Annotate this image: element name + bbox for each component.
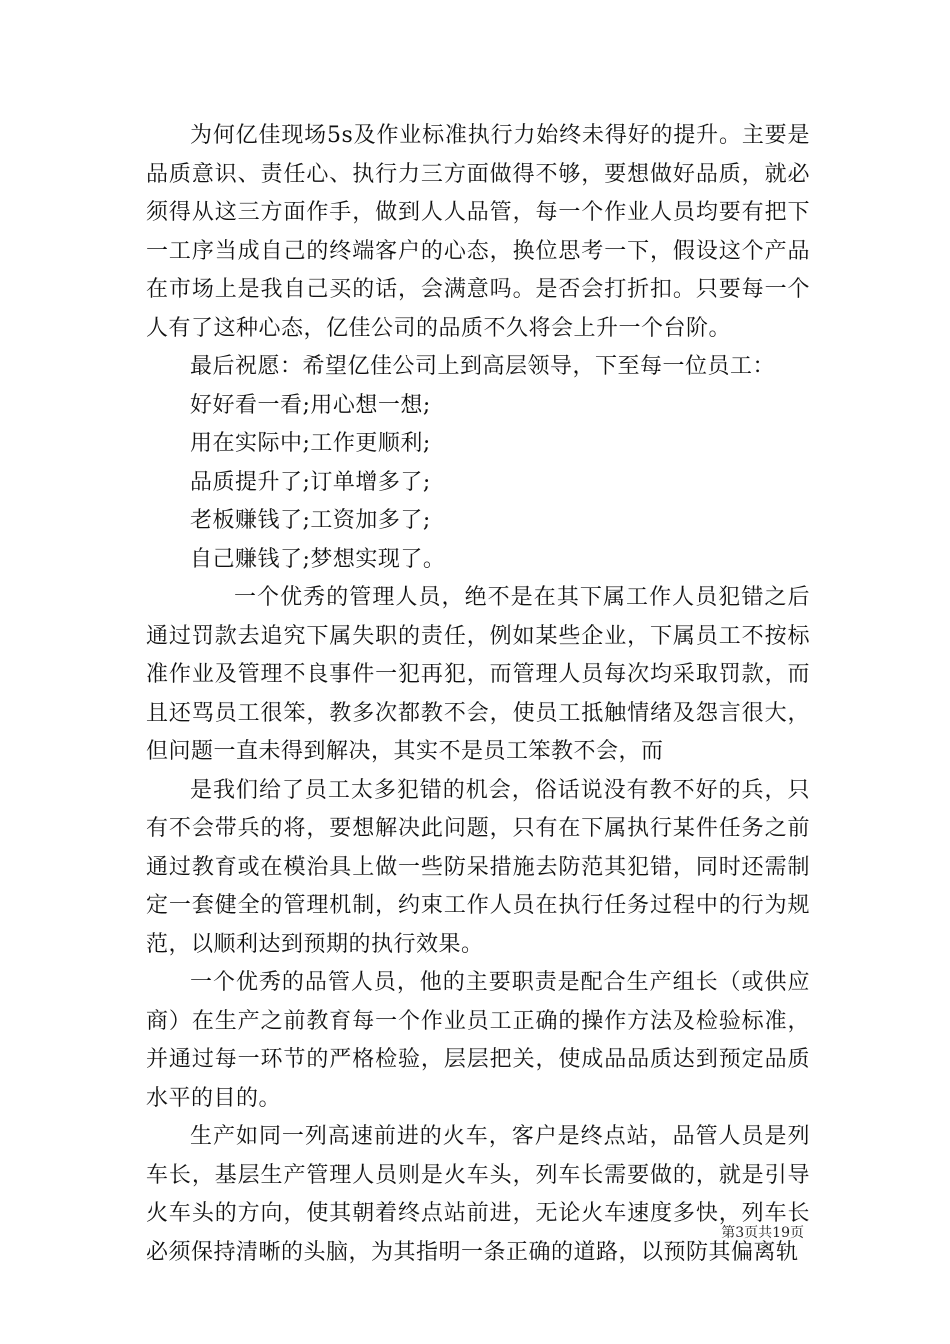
paragraph-quality-awareness: 为何亿佳现场5s及作业标准执行力始终未得好的提升。主要是品质意识、责任心、执行力三方面做得不够，要想做好品质，就必须得从这三方面作手，做到人人品管，每一个作业人员均要有把下一工序当成自己的终端客户的心态，换位思考一下，假设这个产品在市场上是我自己买的话，会满意吗。是否会打折扣。只要每一个人有了这种心态，亿佳公司的品质不久将会上升一个台阶。 xyxy=(146,123,810,341)
verse-line-1: 好好看一看;用心想一想; xyxy=(190,392,431,418)
verse-line-3: 品质提升了;订单增多了; xyxy=(190,469,431,495)
verse-line-5: 自己赚钱了;梦想实现了。 xyxy=(190,546,446,572)
verse-line-2: 用在实际中;工作更顺利; xyxy=(190,431,431,456)
page-number-footer: 第3页共19页 xyxy=(721,1225,804,1241)
document-body xyxy=(146,117,810,1272)
paragraph-train-analogy: 生产如同一列高速前进的火车，客户是终点站，品管人员是列车长，基层生产管理人员则是火车头，列车长需要做的，就是引导火车头的方向，使其朝着终点站前进，无论火车速度多快，列车长必须保持清晰的头脑，为其指明一条正确的道路，以预防其偏离轨 xyxy=(146,1124,810,1265)
verse-line-4: 老板赚钱了;工资加多了; xyxy=(190,508,431,533)
paragraph-good-manager: 一个优秀的管理人员，绝不是在其下属工作人员犯错之后通过罚款去追究下属失职的责任，例如某些企业，下属员工不按标准作业及管理不良事件一犯再犯，而管理人员每次均采取罚款，而且还骂员工很笨，教多次都教不会，使员工抵触情绪及怨言很大，但问题一直未得到解决，其实不是员工笨教不会，而 xyxy=(146,585,810,764)
paragraph-too-many-chances: 是我们给了员工太多犯错的机会，俗话说没有教不好的兵，只有不会带兵的将，要想解决此问题，只有在下属执行某件任务之前通过教育或在模治具上做一些防呆措施去防范其犯错，同时还需制定一套健全的管理机制，约束工作人员在执行任务过程中的行为规范，以顺利达到预期的执行效果。 xyxy=(146,777,810,957)
paragraph-good-qc-staff: 一个优秀的品管人员，他的主要职责是配合生产组长（或供应商）在生产之前教育每一个作业员工正确的操作方法及检验标准，并通过每一环节的严格检验，层层把关，使成品品质达到预定品质水平的目的。 xyxy=(146,970,810,1111)
paragraph-final-wishes: 最后祝愿：希望亿佳公司上到高层领导，下至每一位员工： xyxy=(190,354,776,379)
